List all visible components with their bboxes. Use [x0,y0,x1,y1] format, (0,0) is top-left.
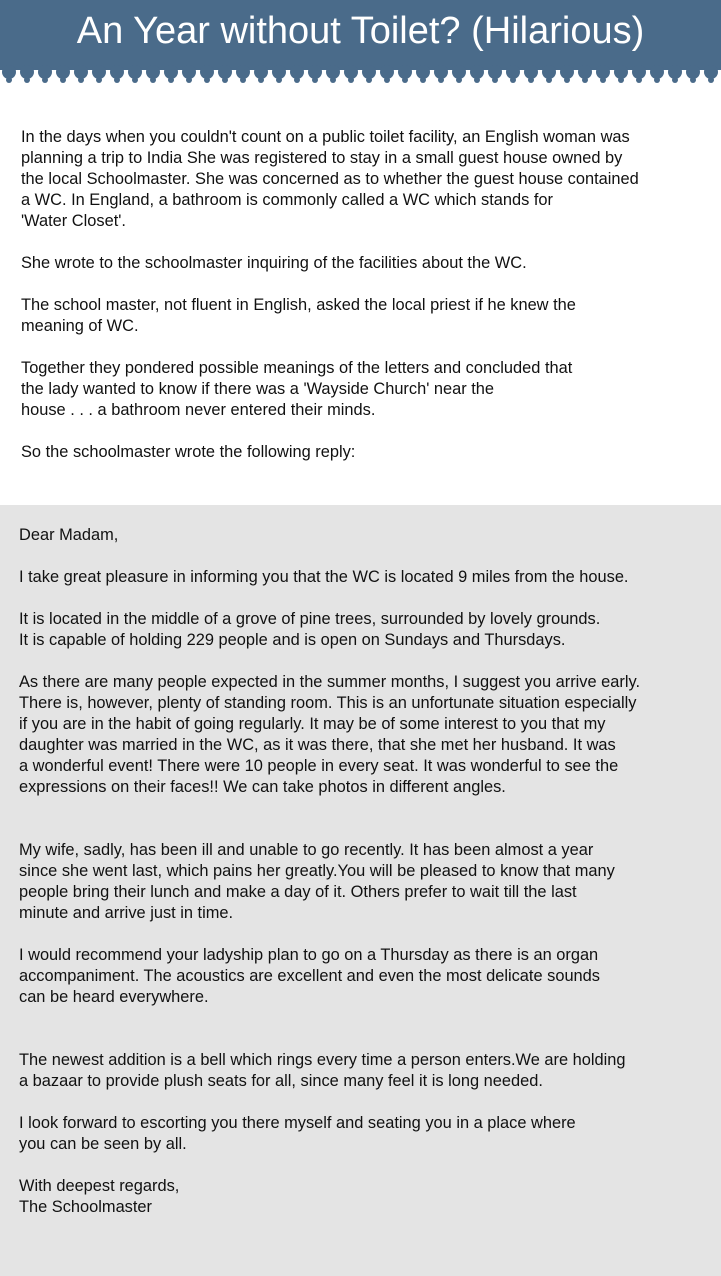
scallop-dot [474,77,480,83]
letter-greeting: Dear Madam, [19,526,119,544]
scallop-dot [42,77,48,83]
scallop-bump [290,65,304,79]
scallop-dot [132,77,138,83]
scallop-dot [510,77,516,83]
scallop-dot [600,77,606,83]
scallop-bump [632,65,646,79]
scallop-bump [578,65,592,79]
scallop-bump [236,65,250,79]
scallop-dot [402,77,408,83]
letter-paragraph: I look forward to escorting you there myself and seating you in a place where you can be seen by all. [19,1114,576,1153]
scallop-bump [704,65,718,79]
scallop-dot [330,77,336,83]
intro-paragraph: So the schoolmaster wrote the following reply: [21,443,356,461]
scallop-bump [344,65,358,79]
scallop-dot [96,77,102,83]
letter-signoff: With deepest regards, The Schoolmaster [19,1177,180,1216]
scallop-dot [114,77,120,83]
header-banner [0,0,721,88]
scallop-dot [708,77,714,83]
scallop-dot [348,77,354,83]
scallop-bump [542,65,556,79]
scallop-bump [146,65,160,79]
scallop-dot [222,77,228,83]
scallop-bump [560,65,574,79]
scallop-dot [672,77,678,83]
scallop-bump [380,65,394,79]
scallop-bump [596,65,610,79]
page-title: An Year without Toilet? (Hilarious) [76,10,645,52]
scallop-dot [438,77,444,83]
scallop-bump [272,65,286,79]
scallop-bump [650,65,664,79]
scallop-dot [420,77,426,83]
scallop-bump [38,65,52,79]
scallop-dot [654,77,660,83]
scallop-bump [164,65,178,79]
scallop-bump [434,65,448,79]
scallop-dot [582,77,588,83]
scallop-dot [24,77,30,83]
scallop-dot [384,77,390,83]
scallop-dot [150,77,156,83]
letter-paragraph: I take great pleasure in informing you that the WC is located 9 miles from the house. [19,568,629,586]
scallop-bump [686,65,700,79]
scallop-dot [456,77,462,83]
scallop-dot [258,77,264,83]
scallop-dot [312,77,318,83]
scallop-dot [492,77,498,83]
scallop-bump [74,65,88,79]
scallop-dot [186,77,192,83]
letter-body [19,525,719,1218]
scallop-bump [56,65,70,79]
scallop-bump [416,65,430,79]
scallop-bump [92,65,106,79]
letter-paragraph: My wife, sadly, has been ill and unable to go recently. It has been almost a year since she went last, which pains her greatly.You will be pleased to know that many people bring their lunch and make a day of it. Others prefer to wait till the last minute and arrive just in time. [19,841,615,922]
scallop-dot [204,77,210,83]
intro-paragraph: In the days when you couldn't count on a public toilet facility, an English woman was planning a trip to India She was registered to stay in a small guest house owned by the local Schoolmaster. She was concerned as to whether the guest house contained a WC. In England, a bathroom is commonly called a WC which stands for 'Water Closet'. [21,128,639,230]
scallop-bump [524,65,538,79]
scallop-bump [200,65,214,79]
letter-paragraph: As there are many people expected in the summer months, I suggest you arrive early. There is, however, plenty of standing room. This is an unfortunate situation especially if you are in the habit of going regularly. It may be of some interest to you that my daughter was married in the WC, as it was there, that she met her husband. It was a wonderful event! There were 10 people in every seat. It was wonderful to see the expressions on their faces!! We can take photos in different angles. [19,673,641,796]
scallop-dot [168,77,174,83]
scallop-dot [240,77,246,83]
scallop-dot [618,77,624,83]
scallop-dot [564,77,570,83]
scallop-bump [308,65,322,79]
scallop-dot [366,77,372,83]
scallop-bump [452,65,466,79]
intro-paragraph: The school master, not fluent in English, asked the local priest if he knew the meaning of WC. [21,296,576,335]
scallop-bump [254,65,268,79]
scallop-dot [78,77,84,83]
scallop-dot [636,77,642,83]
scallop-bump [470,65,484,79]
intro-paragraph: Together they pondered possible meanings of the letters and concluded that the lady wanted to know if there was a 'Wayside Church' near the house . . . a bathroom never entered their minds. [21,359,573,419]
scallop-bump [398,65,412,79]
letter-paragraph: It is located in the middle of a grove of pine trees, surrounded by lovely grounds. It is capable of holding 229 people and is open on Sundays and Thursdays. [19,610,601,649]
scallop-bump [668,65,682,79]
scallop-dot [6,77,12,83]
scallop-bump [128,65,142,79]
scallop-bump [326,65,340,79]
scallop-bump [614,65,628,79]
scallop-dot [546,77,552,83]
scallop-bump [110,65,124,79]
scallop-dot [60,77,66,83]
scallop-bump [182,65,196,79]
scallop-dot [294,77,300,83]
intro-section [21,127,711,463]
letter-paragraph: I would recommend your ladyship plan to go on a Thursday as there is an organ accompaniment. The acoustics are excellent and even the most delicate sounds can be heard everywhere. [19,946,600,1006]
scallop-bump [218,65,232,79]
scallop-bump [506,65,520,79]
letter-paragraph: The newest addition is a bell which rings every time a person enters.We are holding a bazaar to provide plush seats for all, since many feel it is long needed. [19,1051,626,1090]
letter-section [0,505,721,1276]
intro-paragraph: She wrote to the schoolmaster inquiring of the facilities about the WC. [21,254,527,272]
scallop-bump [2,65,16,79]
scallop-dot [276,77,282,83]
scallop-dot [690,77,696,83]
scallop-dot [528,77,534,83]
scallop-bump [20,65,34,79]
scallop-bump [488,65,502,79]
scallop-bump [362,65,376,79]
